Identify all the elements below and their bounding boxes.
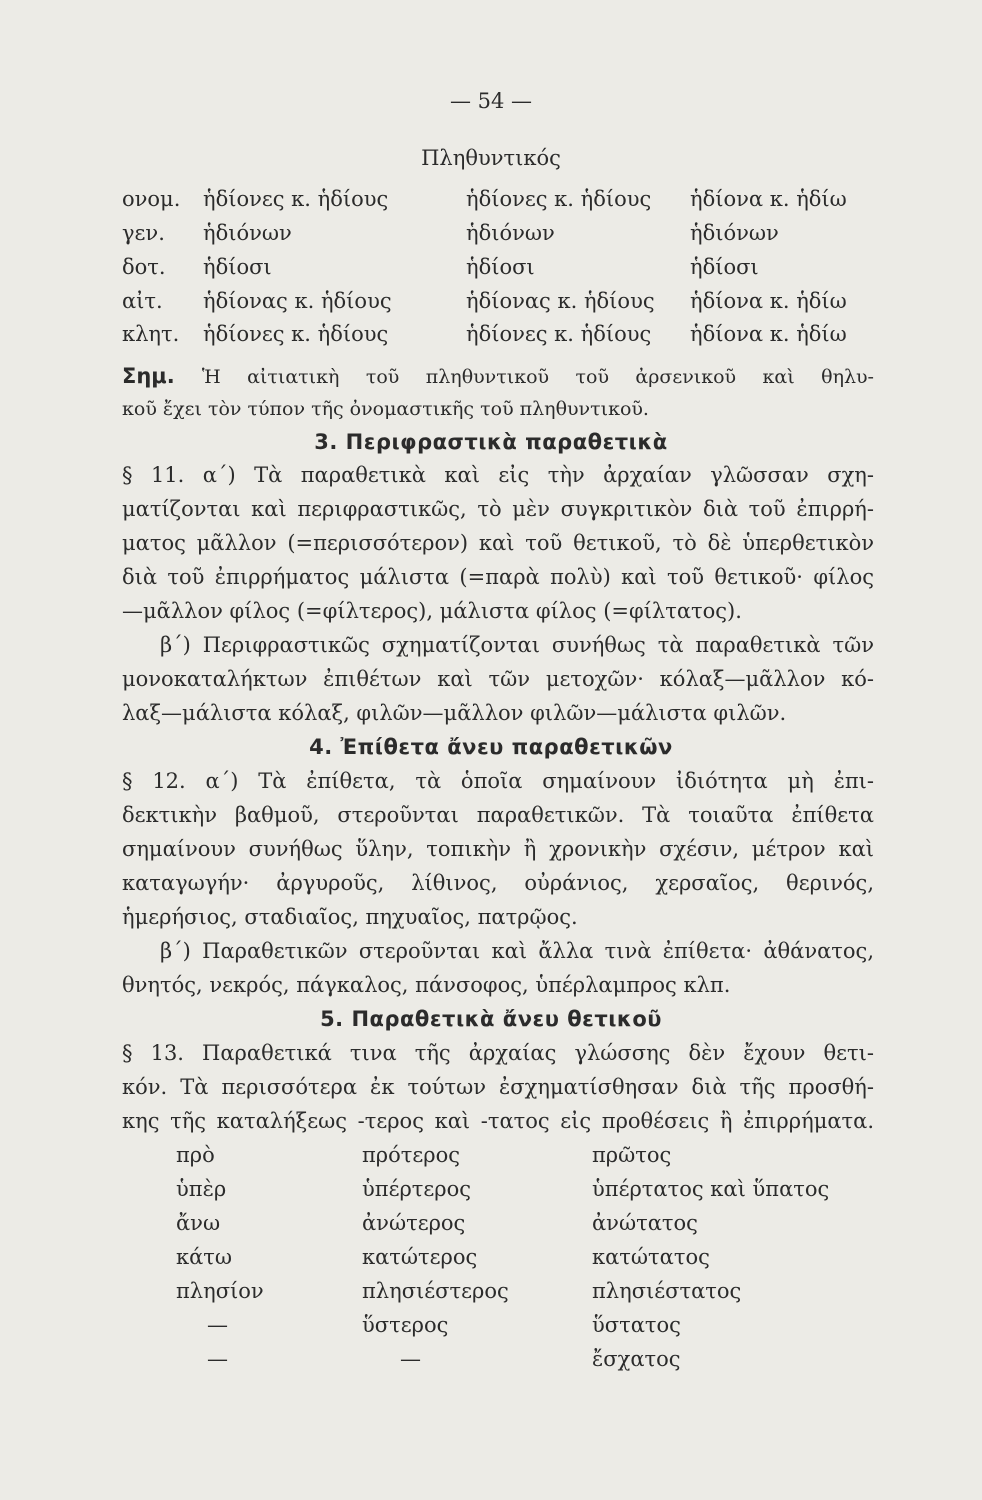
case-label: κλητ. <box>122 322 180 346</box>
page-number: — 54 — <box>449 89 533 113</box>
comparative: ὑπέρτερος <box>362 1177 472 1201</box>
comparative: πλησιέστερος <box>362 1279 509 1303</box>
superlative: ἔσχατος <box>592 1347 681 1371</box>
paragraph-line: δεκτικὴν βαθμοῦ, στεροῦνται παραθετικῶν. Τὰ τοιαῦτα ἐπίθετα <box>122 803 874 827</box>
masc-form: ἡδίονες κ. ἡδίους <box>203 322 389 346</box>
paragraph-line: ματος μᾶλλον (=περισσότερον) καὶ τοῦ θετικοῦ, τὸ δὲ ὑπερθετικὸν <box>122 531 874 555</box>
case-label: δοτ. <box>122 255 166 279</box>
superlative: κατώτατος <box>592 1245 710 1269</box>
masc-form: ἡδιόνων <box>203 221 292 245</box>
paragraph-line: § 11. α΄) Τὰ παραθετικὰ καὶ εἰς τὴν ἀρχαίαν γλῶσσαν σχη- <box>122 463 874 487</box>
paragraph-line: ματίζονται καὶ περιφραστικῶς, τὸ μὲν συγκριτικὸν διὰ τοῦ ἐπιρρή- <box>122 497 874 521</box>
paragraph-line: § 13. Παραθετικά τινα τῆς ἀρχαίας γλώσσης δὲν ἔχουν θετι- <box>122 1041 874 1065</box>
comparative: πρότερος <box>362 1143 461 1167</box>
superlative: πρῶτος <box>592 1143 672 1167</box>
paragraph-line: § 12. α΄) Τὰ ἐπίθετα, τὰ ὁποῖα σημαίνουν ἰδιότητα μὴ ἐπι- <box>122 769 874 793</box>
base-word: πλησίον <box>176 1279 264 1303</box>
masc-form: ἡδίονας κ. ἡδίους <box>203 289 392 313</box>
superlative: ὑπέρτατος καὶ ὕπατος <box>592 1177 830 1201</box>
paragraph-line: σημαίνουν συνήθως ὕλην, τοπικὴν ἢ χρονικὴν σχέσιν, μέτρον καὶ <box>122 837 874 861</box>
paragraph-line: κόν. Τὰ περισσότερα ἐκ τούτων ἐσχηματίσθησαν διὰ τῆς προσθή- <box>122 1075 874 1099</box>
superlative: ἀνώτατος <box>592 1211 698 1235</box>
note-label: Σημ. <box>122 364 175 388</box>
comparative: ὕστερος <box>362 1313 449 1337</box>
masc-form: ἡδίονες κ. ἡδίους <box>203 187 389 211</box>
fem-form: ἡδίονας κ. ἡδίους <box>466 289 655 313</box>
neut-form: ἡδίονα κ. ἡδίω <box>690 322 847 346</box>
base-word: ὑπὲρ <box>176 1177 227 1201</box>
case-label: γεν. <box>122 221 165 245</box>
fem-form: ἡδίοσι <box>466 255 535 279</box>
base-word: — <box>207 1347 228 1371</box>
comparative: κατώτερος <box>362 1245 478 1269</box>
comparative: ἀνώτερος <box>362 1211 466 1235</box>
superlative: πλησιέστατος <box>592 1279 742 1303</box>
neut-form: ἡδιόνων <box>690 221 779 245</box>
base-word: — <box>207 1313 228 1337</box>
section-heading: 3. Περιφραστικὰ παραθετικὰ <box>314 430 668 454</box>
paragraph-line: διὰ τοῦ ἐπιρρήματος μάλιστα (=παρὰ πολὺ) καὶ τοῦ θετικοῦ· φίλος <box>122 565 874 589</box>
plural-heading: Πληθυντικός <box>421 146 561 170</box>
note-line: Σημ. Ἡ αἰτιατικὴ τοῦ πληθυντικοῦ τοῦ ἀρσενικοῦ καὶ θηλυ- <box>122 364 874 388</box>
fem-form: ἡδιόνων <box>466 221 555 245</box>
base-word: ἄνω <box>176 1211 221 1235</box>
paragraph-line: β΄) Παραθετικῶν στεροῦνται καὶ ἄλλα τινὰ ἐπίθετα· ἀθάνατος, <box>160 939 874 963</box>
paragraph-line: κης τῆς καταλήξεως -τερος καὶ -τατος εἰς προθέσεις ἢ ἐπιρρήματα. <box>122 1109 874 1133</box>
fem-form: ἡδίονες κ. ἡδίους <box>466 187 652 211</box>
base-word: κάτω <box>176 1245 233 1269</box>
superlative: ὕστατος <box>592 1313 681 1337</box>
paragraph-line: β΄) Περιφραστικῶς σχηματίζονται συνήθως τὰ παραθετικὰ τῶν <box>160 633 874 657</box>
paragraph-line: μονοκαταλήκτων ἐπιθέτων καὶ τῶν μετοχῶν· κόλαξ—μᾶλλον κό- <box>122 667 874 691</box>
fem-form: ἡδίονες κ. ἡδίους <box>466 322 652 346</box>
paragraph-line: —μᾶλλον φίλος (=φίλτερος), μάλιστα φίλος (=φίλτατος). <box>122 599 742 623</box>
paragraph-line: λαξ—μάλιστα κόλαξ, φιλῶν—μᾶλλον φιλῶν—μάλιστα φιλῶν. <box>122 701 787 725</box>
base-word: πρὸ <box>176 1143 215 1167</box>
case-label: ονομ. <box>122 187 181 211</box>
paragraph-line: θνητός, νεκρός, πάγκαλος, πάνσοφος, ὑπέρλαμπρος κλπ. <box>122 973 731 997</box>
neut-form: ἡδίοσι <box>690 255 759 279</box>
section-heading: 5. Παραθετικὰ ἄνευ θετικοῦ <box>320 1007 662 1031</box>
neut-form: ἡδίονα κ. ἡδίω <box>690 289 847 313</box>
case-label: αἰτ. <box>122 289 163 313</box>
section-heading: 4. Ἐπίθετα ἄνευ παραθετικῶν <box>309 735 673 759</box>
note-line: κοῦ ἔχει τὸν τύπον τῆς ὀνομαστικῆς τοῦ πληθυντικοῦ. <box>122 398 649 420</box>
masc-form: ἡδίοσι <box>203 255 272 279</box>
comparative: — <box>400 1347 421 1371</box>
paragraph-line: ἡμερήσιος, σταδιαῖος, πηχυαῖος, πατρῷος. <box>122 905 578 929</box>
paragraph-line: καταγωγήν· ἀργυροῦς, λίθινος, οὐράνιος, χερσαῖος, θερινός, <box>122 871 874 895</box>
neut-form: ἡδίονα κ. ἡδίω <box>690 187 847 211</box>
